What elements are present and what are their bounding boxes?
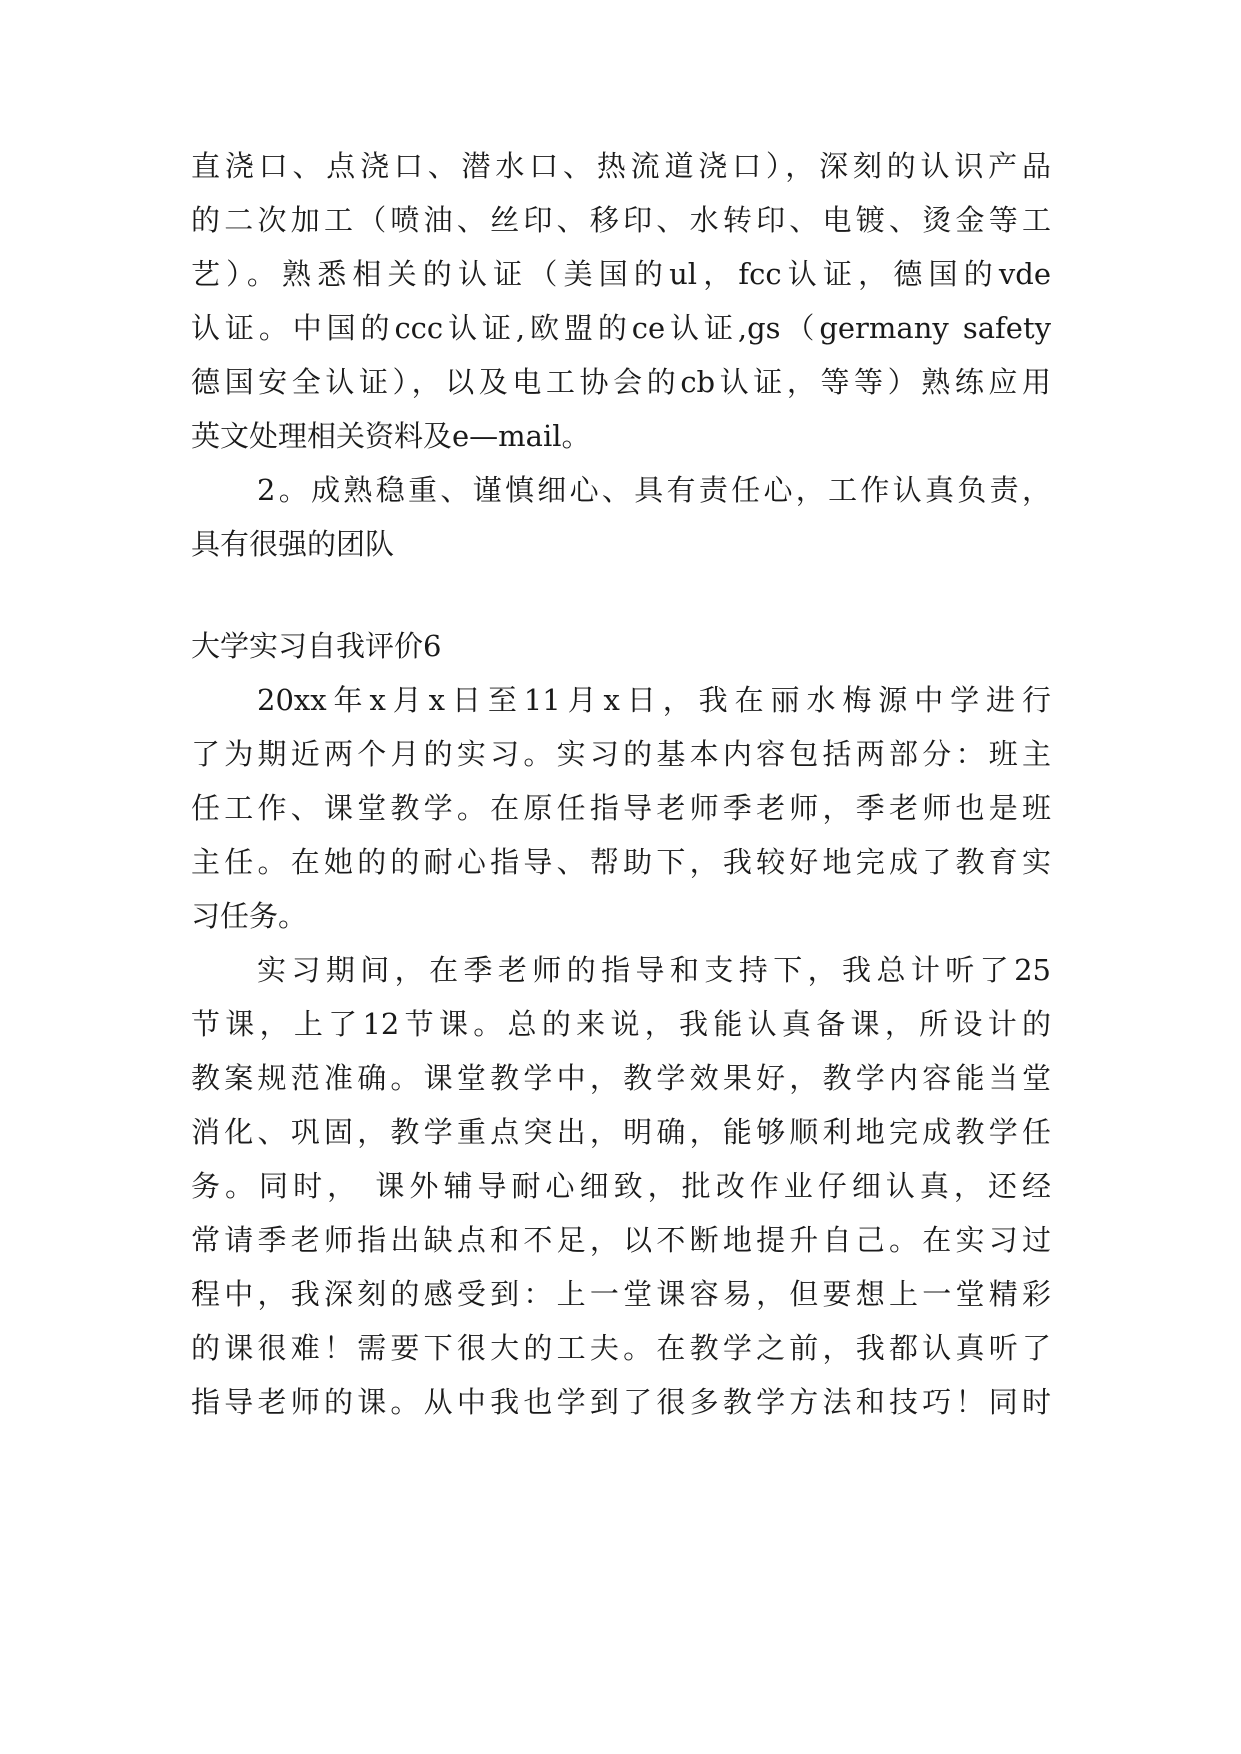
paragraph-2-line: 节课，上了12节课。总的来说，我能认真备课，所设计的 <box>191 1007 1051 1041</box>
paragraph-1-line: 习任务。 <box>191 899 308 933</box>
paragraph-2-line: 务。同时， 课外辅导耐心细致，批改作业仔细认真，还经 <box>191 1169 1051 1203</box>
paragraph-2-line: 的课很难！需要下很大的工夫。在教学之前，我都认真听了 <box>191 1331 1051 1365</box>
paragraph-1-line: 了为期近两个月的实习。实习的基本内容包括两部分：班主 <box>191 737 1051 771</box>
body-line: 德国安全认证），以及电工协会的cb认证，等等）熟练应用 <box>191 365 1051 399</box>
paragraph-2-line: 指导老师的课。从中我也学到了很多教学方法和技巧！同时 <box>191 1385 1051 1419</box>
paragraph-2-line: 实习期间，在季老师的指导和支持下，我总计听了25 <box>257 953 1051 987</box>
body-line: 艺）。熟悉相关的认证（美国的ul，fcc认证，德国的vde <box>191 257 1051 291</box>
paragraph-2-line: 常请季老师指出缺点和不足，以不断地提升自己。在实习过 <box>191 1223 1051 1257</box>
body-line: 直浇口、点浇口、潜水口、热流道浇口），深刻的认识产品 <box>191 149 1051 183</box>
paragraph-2-line: 消化、巩固，教学重点突出，明确，能够顺利地完成教学任 <box>191 1115 1051 1149</box>
list-item-2-cont: 具有很强的团队 <box>191 527 395 561</box>
paragraph-1-line: 任工作、课堂教学。在原任指导老师季老师，季老师也是班 <box>191 791 1051 825</box>
body-line: 认证。中国的ccc认证,欧盟的ce认证,gs（germany safety <box>191 311 1051 345</box>
paragraph-2-line: 教案规范准确。课堂教学中，教学效果好，教学内容能当堂 <box>191 1061 1051 1095</box>
body-line: 的二次加工（喷油、丝印、移印、水转印、电镀、烫金等工 <box>191 203 1051 237</box>
section-title: 大学实习自我评价6 <box>191 629 442 663</box>
body-line: 英文处理相关资料及e—mail。 <box>191 419 591 453</box>
paragraph-2-line: 程中，我深刻的感受到：上一堂课容易，但要想上一堂精彩 <box>191 1277 1051 1311</box>
paragraph-1-line: 主任。在她的的耐心指导、帮助下，我较好地完成了教育实 <box>191 845 1051 879</box>
list-item-2: 2。成熟稳重、谨慎细心、具有责任心，工作认真负责， <box>257 473 1051 507</box>
paragraph-1-line: 20xx年x月x日至11月x日，我在丽水梅源中学进行 <box>257 683 1051 717</box>
